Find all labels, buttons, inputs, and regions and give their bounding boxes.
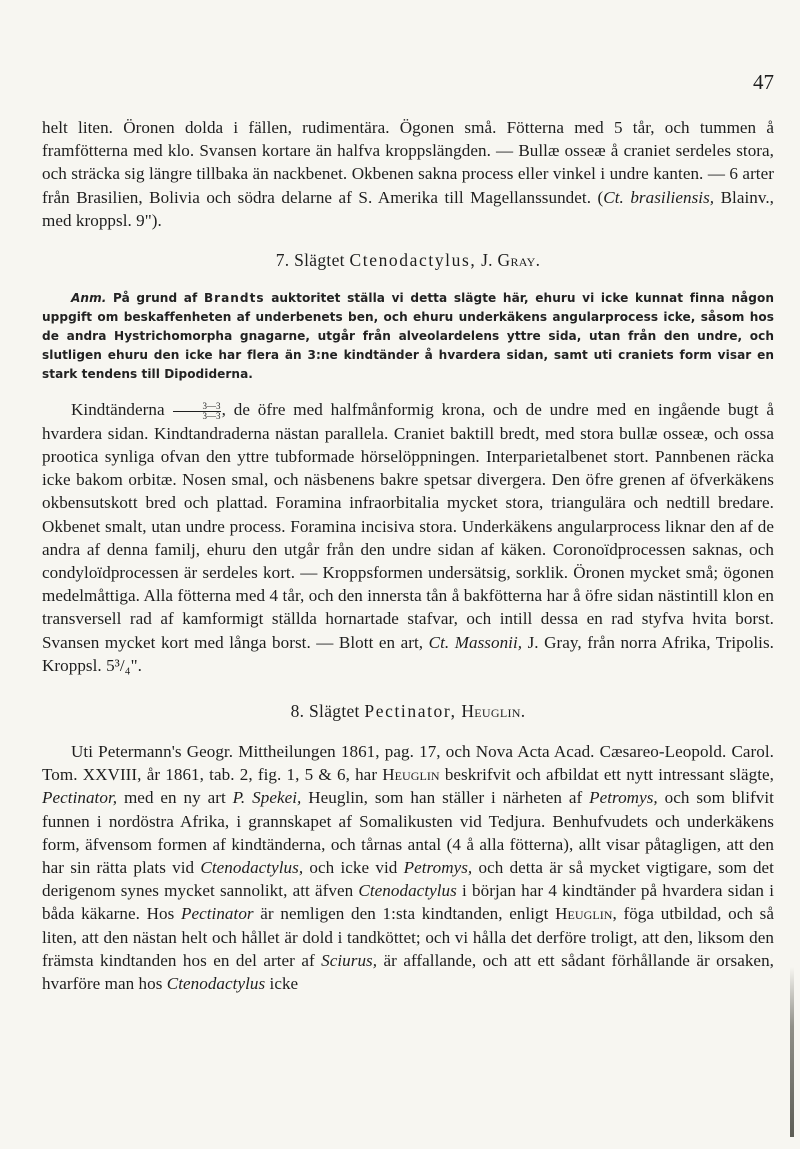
genus-7-description: Kindtänderna $\frac{3—3}{3—3}$ , de öfre med halfmånformig krona, och de undre med en ingående bugt å hvardera sidan. Kindtandraderna nästan parallela. Craniet baktill bredt, med stora bullæ osseæ, och ossa prootica synliga ofvan den yttre tubformade hörselöppningen. Interparietalbenet stort. Pannbenen räcka icke bakom orbitæ. Nosen smal, och näsbenens bakre spetsar divergera. Den öfre grenen af öfverkäkens okbensutskott bred och plattad. Foramina infraorbitalia mycket stora, triangulära och nedtill bredare. Okbenet smalt, utan undre process. Foramina incisiva stora. Underkäkens angularprocess liknar den af de andra af denna familj, ehuru den utgår från den undre sidan af käken. Coronoïdprocessen saknas, och condyloïdprocessen är serdeles kort. — Kroppsformen undersätsig, sorklik. Öronen mycket små; ögonen medelmåttiga. Alla fötterna med 4 tår, och den innersta tån å bakfötterna har å öfre sidan nästintill klon en transversell rad af kamformigt ställda hornartade stafvar, och intill dessa en rad styfva hvita borst. Svansen mycket kort med långa borst. — Blott en art, Ct. Massonii, J. Gray, från norra Afrika, Tripolis. Kroppsl. 5³/₄".: [42, 400, 774, 675]
genus-name: Ctenodactylus,: [349, 250, 477, 271]
species-name: Ct. brasiliensis,: [603, 187, 715, 207]
species-name: Ct. Massonii,: [428, 632, 523, 652]
page-edge-shadow: [790, 967, 794, 1137]
genus-name: Pectinator,: [364, 700, 457, 721]
intro-paragraph: helt liten. Öronen dolda i fällen, rudimentära. Ögonen små. Fötterna med 5 tår, och tummen å framfötterna med klo. Svansen kortare än halfva kroppslängden. — Bullæ osseæ å craniet serdeles stora, och sträcka sig längre tillbaka än nackbenet. Okbenen sakna process eller vinkel i undre kanten. — 6 arter från Brasilien, Bolivia och södra delarne af S. Amerika till Magellanssundet. (Ct. brasiliensis, Blainv., med kroppsl. 9").: [42, 118, 775, 230]
footnote-anm: Anm. På grund af Brandts auktoritet ställa vi detta slägte här, ehuru vi icke kunnat finna någon uppgift om beskaffenheten af underbenets ben, och ehuru underkäkens angularprocess icke, såsom hos de andra Hystrichomorpha gnagarne, utgår från alveolardelens yttre sida, utan från den undre, och slutligen ehuru den icke har flera än 3:ne kindtänder å hvardera sidan, samt uti craniets form visar en stark tendens till Dipodiderna.: [42, 291, 774, 382]
page-number: 47: [753, 70, 774, 94]
dental-formula: $\frac{3—3}{3—3}$: [173, 402, 220, 421]
author-name: Heuglin.: [461, 700, 526, 721]
note-label: Anm.: [71, 291, 107, 306]
note-author: Brandts: [203, 291, 265, 306]
page-body: [42, 116, 774, 995]
section-heading-8: 8. Slägtet Pectinator, Heuglin.: [290, 700, 526, 721]
author-name: Gray.: [497, 250, 541, 271]
section-heading-7: 7. Slägtet Ctenodactylus, J. Gray.: [275, 250, 541, 271]
genus-8-description: Uti Petermann's Geogr. Mittheilungen 1861, pag. 17, och Nova Acta Acad. Cæsareo-Leopold. Carol. Tom. XXVIII, år 1861, tab. 2, fig. 1, 5 & 6, har Heuglin beskrifvit och afbildat ett nytt intressant slägte, Pectinator, med en ny art P. Spekei, Heuglin, som han ställer i närheten af Petromys, och som blifvit funnen i nordöstra Afrika, i grannskapet af Somalikusten vid Tedjura. Benhufvudets och underkäkens form, äfvensom formen af kindtänderna, och tårnas antal (4 å alla fötterna), allt visar påtagligen, att den har sin rätta plats vid Ctenodactylus, och icke vid Petromys, och detta är så mycket vigtigare, som det derigenom synes mycket sannolikt, att äfven Ctenodactylus i början har 4 kindtänder på hvardera sidan i båda käkarne. Hos Pectinator är nemligen den 1:sta kindtanden, enligt Heuglin, föga utbildad, och så liten, att den nästan helt och hållet är dold i tandköttet; och vi hålla det derföre troligt, att den, liksom den främsta kindtanden hos en del arter af Sciurus, är affallande, och att ett sådant förhållande är orsaken, hvarföre man hos Ctenodactylus icke: [42, 741, 775, 993]
